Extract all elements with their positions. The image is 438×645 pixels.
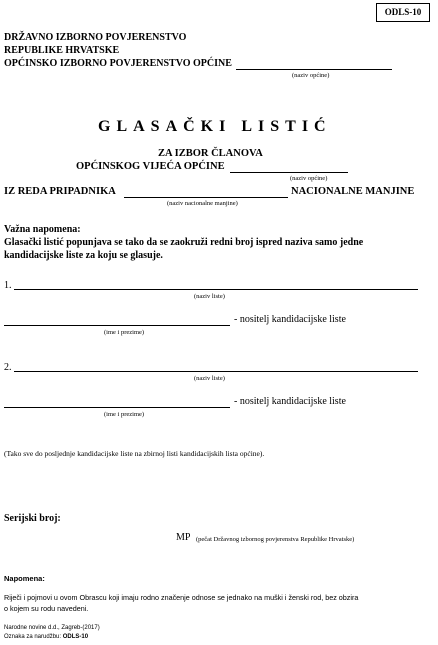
stamp-mp-label: MP: [176, 532, 191, 543]
list-2-holder-label: - nositelj kandidacijske liste: [234, 396, 346, 407]
notice-heading: Važna napomena:: [4, 224, 81, 235]
header-line-2: REPUBLIKE HRVATSKE: [4, 45, 120, 56]
list-1-holder-label: - nositelj kandidacijske liste: [234, 314, 346, 325]
subtitle-line-3-left: IZ REDA PRIPADNIKA: [4, 186, 116, 197]
subtitle-line-1: ZA IZBOR ČLANOVA: [158, 148, 263, 159]
list-1-name-caption: (naziv liste): [194, 293, 225, 300]
list-1-name-fill-line: [14, 289, 418, 290]
list-2-holder-fill-line: [4, 407, 230, 408]
footnote-line-2: o kojem su rodu navedeni.: [4, 604, 89, 613]
list-1-number: 1.: [4, 280, 12, 291]
order-code-value: ODLS-10: [62, 634, 89, 640]
header-line-1: DRŽAVNO IZBORNO POVJERENSTVO: [4, 32, 187, 43]
minority-caption: (naziv nacionalne manjine): [167, 200, 238, 207]
subtitle-line-3-right: NACIONALNE MANJINE: [291, 186, 415, 197]
list-2-holder-caption: (ime i prezime): [104, 411, 145, 418]
list-2-name-fill-line: [14, 371, 418, 372]
header-line-3: OPĆINSKO IZBORNO POVJERENSTVO OPĆINE: [4, 58, 232, 69]
council-municipality-fill-line: [230, 172, 348, 173]
list-2-name-caption: (naziv liste): [194, 375, 225, 382]
order-code-line: [4, 634, 88, 640]
footnote-heading: Napomena:: [4, 574, 45, 583]
footnote-line-1: Riječi i pojmovi u ovom Obrascu koji imaju rodno značenje odnose se jednako na muški i ženski rod, bez obzira: [4, 593, 359, 602]
notice-text-line-1: Glasački listić popunjava se tako da se zaokruži redni broj ispred naziva samo jedne: [4, 237, 364, 248]
municipality-fill-line: [236, 69, 392, 70]
form-code-badge: ODLS-10: [376, 3, 430, 22]
list-1-holder-fill-line: [4, 325, 230, 326]
subtitle-line-2: OPĆINSKOG VIJEĆA OPĆINE: [76, 161, 225, 172]
minority-fill-line: [124, 197, 288, 198]
order-code-label: Oznaka za narudžbu:: [4, 634, 62, 640]
municipality-caption: (naziv općine): [292, 72, 330, 79]
repeat-note: (Tako sve do posljednje kandidacijske liste na zbirnoj listi kandidacijskih lista općine).: [4, 449, 265, 458]
notice-text-line-2: kandidacijske liste za koju se glasuje.: [4, 250, 163, 261]
serial-number-label: Serijski broj:: [4, 513, 61, 524]
publisher-line: Narodne novine d.d., Zagreb-(2017): [4, 625, 100, 631]
list-1-holder-caption: (ime i prezime): [104, 329, 145, 336]
ballot-title: GLASAČKI LISTIĆ: [98, 118, 332, 135]
stamp-caption: (pečat Državnog izbornog povjerenstva Republike Hrvatske): [196, 536, 355, 543]
council-municipality-caption: (naziv općine): [290, 175, 328, 182]
list-2-number: 2.: [4, 362, 12, 373]
